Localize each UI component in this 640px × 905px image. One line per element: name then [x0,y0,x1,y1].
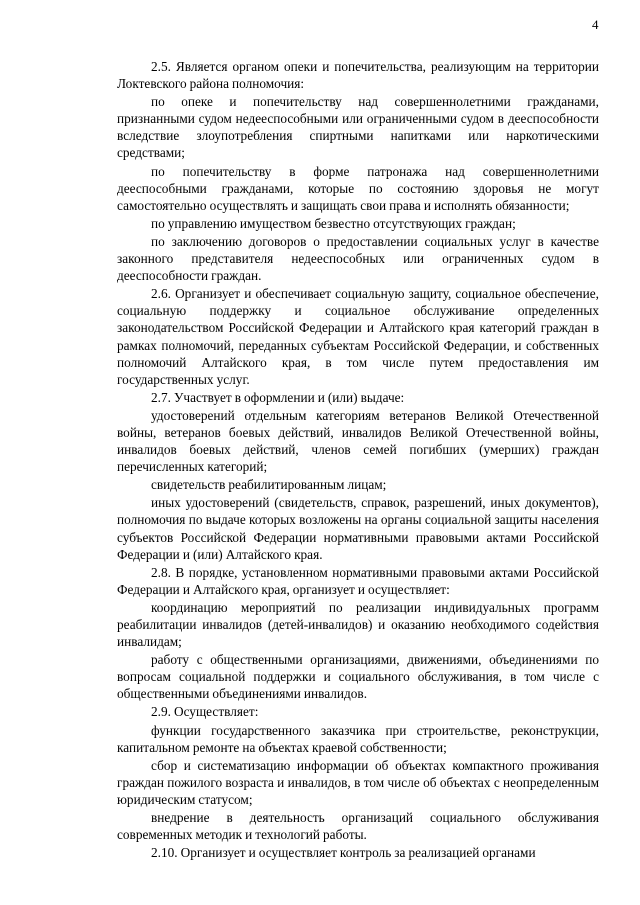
page-number: 4 [592,17,599,32]
list-item-rehabilitated-certificates: свидетельств реабилитированным лицам; [151,477,387,493]
paragraph-2-8: 2.8. В порядке, установленном нормативными правовыми актами Российской Федерации и Алтайского края, организует и осуществляет: [117,564,599,597]
list-item-property-management: по управлению имуществом безвестно отсутствующих граждан; [151,215,516,231]
paragraph-2-9: 2.9. Осуществляет: [151,704,259,720]
list-item-public-organizations: работу с общественными организациями, движениями, объединениями по вопросам социальной поддержки и социального обслуживания, в том числе с общественными объединениями инвалидов. [117,652,599,702]
paragraph-2-10: 2.10. Организует и осуществляет контроль за реализацией органами [151,845,536,861]
list-item-service-contracts: по заключению договоров о предоставлении социальных услуг в качестве законного представителя недееспособных или ограниченных судом в дееспособности граждан. [117,233,599,284]
list-item-rehabilitation-coordination: координацию мероприятий по реализации индивидуальных программ реабилитации инвалидов (детей-инвалидов) и оказанию необходимого содействия инвалидам; [117,599,599,650]
paragraph-2-5: 2.5. Является органом опеки и попечительства, реализующим на территории Локтевского района полномочия: [117,59,599,92]
paragraph-2-7: 2.7. Участвует в оформлении и (или) выдаче: [151,389,405,405]
list-item-veteran-certificates: удостоверений отдельным категориям ветеранов Великой Отечественной войны, ветеранов боевых действий, инвалидов Великой Отечественной войны, инвалидов боевых действий, членов семей погибших (умерших) граждан перечисленных категорий; [117,407,599,475]
paragraph-2-6: 2.6. Организует и обеспечивает социальную защиту, социальное обеспечение, социальную поддержку и социальное обслуживание определенных законодательством Российской Федерации и Алтайского края категорий граждан в рамках полномочий, переданных субъектам Российской Федерации, и собственных полномочий Алтайского края, в том числе путем предоставления им государственных услуг. [117,286,599,387]
list-item-guardianship: по опеке и попечительству над совершеннолетними гражданами, признанными судом недееспособными или ограниченными судом в дееспособности вследствие злоупотребления спиртными напитками или наркотическими средствами; [117,94,599,161]
list-item-state-customer: функции государственного заказчика при строительстве, реконструкции, капитальном ремонте на объектах краевой собственности; [117,722,599,755]
list-item-patronage: по попечительству в форме патронажа над совершеннолетними дееспособными гражданами, которые по состоянию здоровья не могут самостоятельно осуществлять и защищать свои права и исполнять обязанности; [117,163,599,213]
document-body [117,58,599,861]
list-item-other-certificates: иных удостоверений (свидетельств, справок, разрешений, иных документов), полномочия по выдаче которых возложены на органы социальной защиты населения субъектов Российской Федерации нормативными правовыми актами Российской Федерации и (или) Алтайского края. [117,495,599,562]
list-item-information-collection: сбор и систематизацию информации об объектах компактного проживания граждан пожилого возраста и инвалидов, в том числе об объектах с неопределенным юридическим статусом; [117,757,599,807]
list-item-modern-methods: внедрение в деятельность организаций социального обслуживания современных методик и технологий работы. [117,810,599,843]
